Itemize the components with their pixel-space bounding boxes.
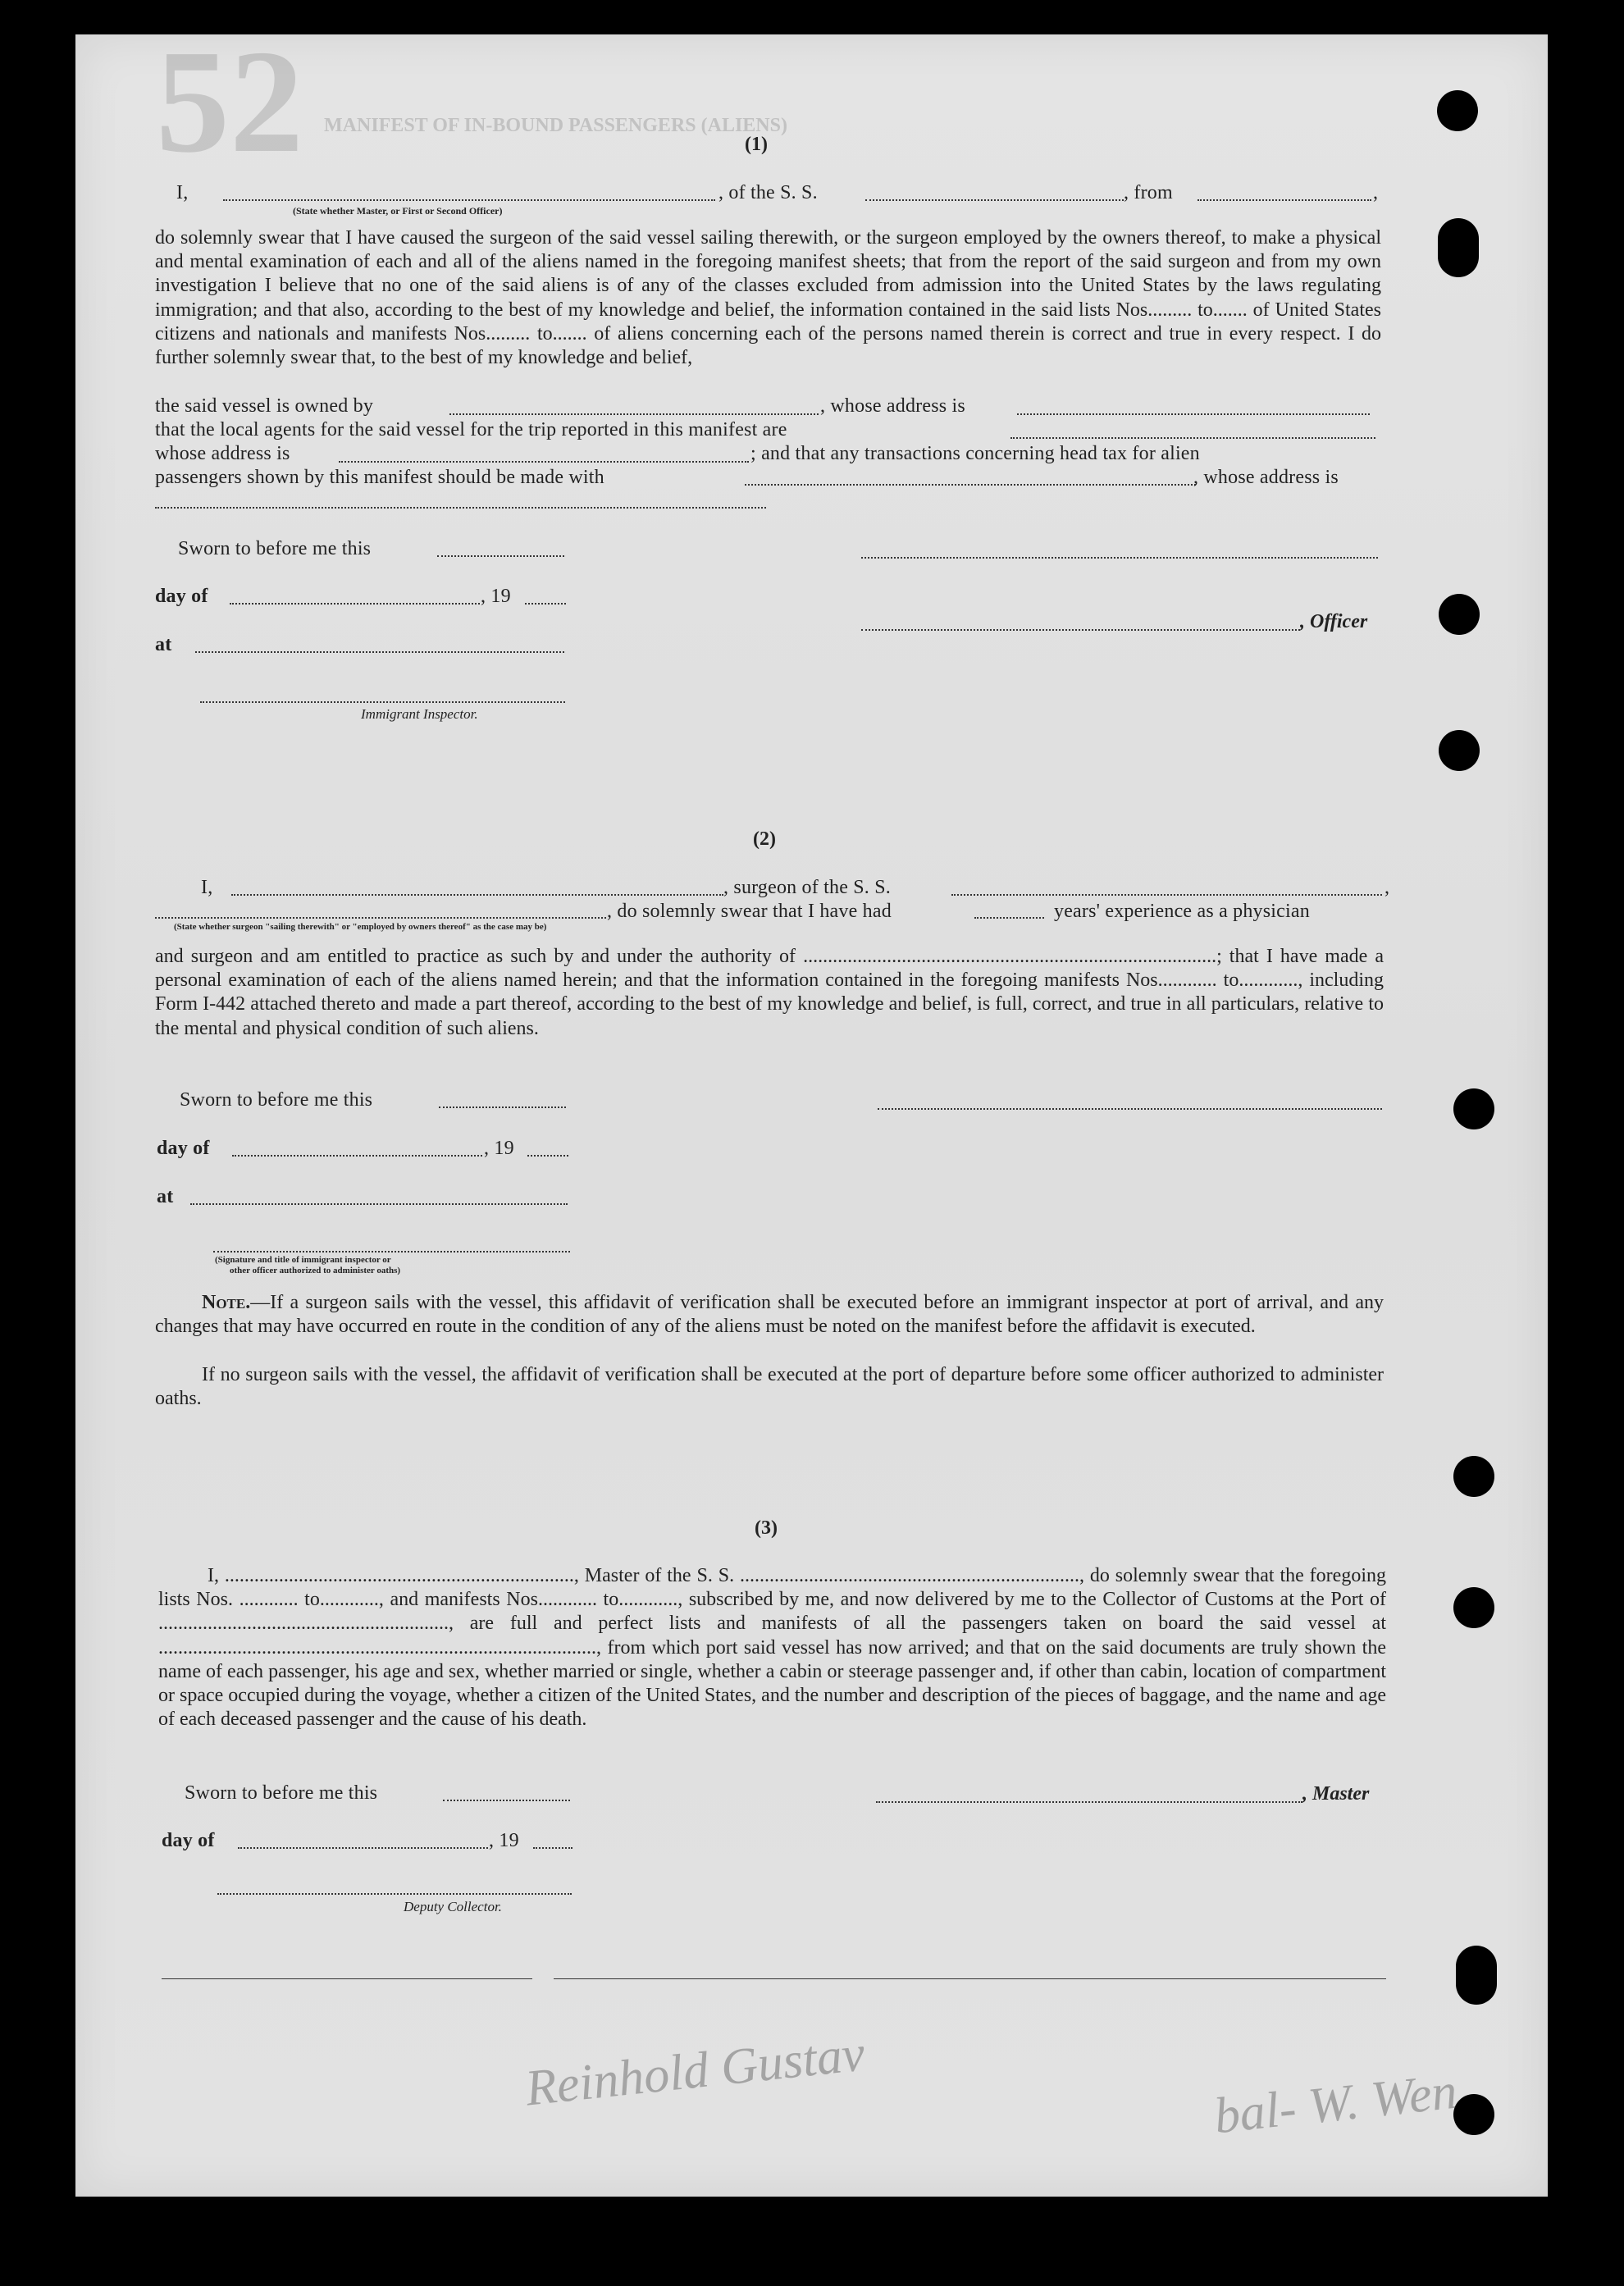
signature-line xyxy=(878,1108,1382,1110)
oath-body: I, ......................................................................., Master of the S. S. ....................................................................., do solemnly swear that the foregoing lists Nos. ............ to............, and manifests Nos............ to............, subscribed by me, and now delivered by me to the Collector of Customs at the Port of ..........................................................., are full and perfect lists and manifests of all the passengers taken on board the said vessel at ........................................................................................., from which port said vessel has now arrived; and that on the said documents are truly shown the name of each passenger, his age and sex, whether married or single, whether a cabin or steerage passenger and, if other than cabin, location of compartment or space occupied during the voyage, whether a citizen of the United States, and the number and description of the pieces of baggage, and the name and age of each deceased passenger and the cause of his death. xyxy=(158,1565,1386,1731)
blank-line xyxy=(443,1800,570,1801)
blank-line xyxy=(238,1847,488,1849)
year-label: , 19 xyxy=(489,1830,519,1851)
from-label: , from xyxy=(1124,182,1173,203)
punch-hole xyxy=(1438,218,1479,277)
oath-intro: I, xyxy=(201,877,213,898)
blank-line xyxy=(339,461,749,463)
punch-hole xyxy=(1437,90,1478,131)
sworn-label: Sworn to before me this xyxy=(178,538,372,559)
year-label: , 19 xyxy=(481,586,511,607)
signature-line xyxy=(213,1251,570,1253)
blank-line xyxy=(745,484,1196,486)
blank-line xyxy=(525,603,566,605)
master-label: , Master xyxy=(1302,1783,1370,1805)
blank-line xyxy=(437,555,564,557)
handwritten-signature: Reinhold Gustav xyxy=(522,2025,868,2117)
blank-line xyxy=(974,917,1044,919)
swear-label: , do solemnly swear that I have had xyxy=(607,901,892,922)
sig-note: (Signature and title of immigrant inspector or xyxy=(215,1255,391,1265)
blank-line xyxy=(223,199,715,201)
master-line xyxy=(876,1801,1302,1803)
section-number: (2) xyxy=(753,828,776,850)
blank-line xyxy=(951,894,1382,896)
sig-note: other officer authorized to administer oaths) xyxy=(230,1266,401,1275)
blank-line xyxy=(1197,199,1371,201)
local-agents-label: that the local agents for the said vessel for the trip reported in this manifest are xyxy=(155,419,787,440)
oath-intro: I, xyxy=(176,182,189,203)
inspector-label: Immigrant Inspector. xyxy=(361,706,478,722)
blank-line xyxy=(195,651,564,653)
blank-line xyxy=(230,603,480,605)
note-paragraph-2: If no surgeon sails with the vessel, the affidavit of verification shall be executed at the port of departure before some officer authorized to administer oaths. xyxy=(155,1364,1384,1410)
note-text: —If a surgeon sails with the vessel, this affidavit of verification shall be executed before an immigrant inspector at port of arrival, and any changes that may have occurred en route in the condition of any of the aliens must be noted on the manifest before the affidavit is executed. xyxy=(155,1292,1384,1338)
line-comma: , xyxy=(1373,182,1379,203)
blank-line xyxy=(155,917,606,919)
day-of-label: day of xyxy=(162,1830,215,1851)
note-paragraph xyxy=(155,1291,1384,1339)
line-comma: , xyxy=(1385,877,1390,898)
deputy-label: Deputy Collector. xyxy=(404,1899,502,1914)
punch-hole xyxy=(1453,1088,1494,1129)
oath-body: do solemnly swear that I have caused the surgeon of the said vessel sailing therewith, or the surgeon employed by the owners thereof, to make a physical and mental examination of each and all of the aliens named in the foregoing manifest sheets; that from the report of the said surgeon and from my own investigation I believe that no one of the said aliens is of any of the classes excluded from admission into the United States by the laws regulating immigration; and that also, according to the best of my knowledge and belief, the information contained in the said lists Nos......... to....... of United States citizens and nationals and manifests Nos......... to....... of aliens concerning each of the persons named therein is correct and true in every respect. I do further solemnly swear that, to the best of my knowledge and belief, xyxy=(155,227,1381,369)
at-label: at xyxy=(155,634,172,655)
punch-hole xyxy=(1453,1587,1494,1628)
sworn-label: Sworn to before me this xyxy=(185,1782,378,1804)
blank-line xyxy=(439,1106,566,1108)
signature-line xyxy=(861,557,1378,559)
address-label: , whose address is xyxy=(820,395,965,417)
blank-line xyxy=(449,413,819,415)
day-of-label: day of xyxy=(157,1138,210,1159)
faded-form-title: MANIFEST OF IN-BOUND PASSENGERS (ALIENS) xyxy=(324,115,787,136)
blank-line xyxy=(231,894,723,896)
at-label: at xyxy=(157,1186,174,1207)
whose-address-end: , whose address is xyxy=(1193,467,1339,488)
whose-address-label: whose address is xyxy=(155,443,290,464)
officer-label: , Officer xyxy=(1300,611,1368,632)
blank-line xyxy=(190,1203,568,1205)
blank-line xyxy=(1010,437,1375,439)
punch-hole xyxy=(1439,594,1480,635)
blank-line xyxy=(232,1155,482,1157)
head-tax-text: ; and that any transactions concerning head tax for alien xyxy=(750,443,1200,464)
punch-hole xyxy=(1453,2094,1494,2135)
note-label: Note. xyxy=(202,1292,251,1313)
handwritten-note: bal- W. Wen xyxy=(1211,2063,1460,2145)
signature-line xyxy=(217,1893,572,1895)
punch-hole xyxy=(1456,1946,1497,2005)
passengers-text: passengers shown by this manifest should be made with xyxy=(155,467,604,488)
stamp-number: 52 xyxy=(156,20,303,183)
officer-line xyxy=(861,629,1300,631)
punch-hole xyxy=(1439,730,1480,771)
blank-line xyxy=(533,1847,573,1849)
day-of-label: day of xyxy=(155,586,208,607)
owned-by-label: the said vessel is owned by xyxy=(155,395,374,417)
punch-hole xyxy=(1453,1456,1494,1497)
blank-line xyxy=(1017,413,1370,415)
years-label: years' experience as a physician xyxy=(1054,901,1310,922)
blank-line xyxy=(865,199,1124,201)
state-note: (State whether surgeon "sailing therewith" or "employed by owners thereof" as the case may be) xyxy=(174,922,547,932)
ship-label: , of the S. S. xyxy=(718,182,818,203)
blank-line xyxy=(155,507,766,509)
year-label: , 19 xyxy=(484,1138,514,1159)
blank-line xyxy=(527,1155,568,1157)
section-number: (1) xyxy=(745,134,768,155)
bottom-rule xyxy=(554,1978,1386,1979)
surgeon-label: , surgeon of the S. S. xyxy=(723,877,891,898)
section-number: (3) xyxy=(755,1517,778,1539)
oath-body: and surgeon and am entitled to practice as such by and under the authority of ....................................................................................; that I have made a personal examination of each of the aliens named herein; and that the information contained in the foregoing manifests Nos............ to............, including Form I-442 attached thereto and made a part thereof, according to the best of my knowledge and belief, is full, correct, and true in all particulars, relative to the mental and physical condition of such aliens. xyxy=(155,946,1384,1039)
state-note: (State whether Master, or First or Second Officer) xyxy=(293,205,503,217)
bottom-rule xyxy=(162,1978,532,1979)
sworn-label: Sworn to before me this xyxy=(180,1089,373,1111)
inspector-line xyxy=(200,701,565,703)
